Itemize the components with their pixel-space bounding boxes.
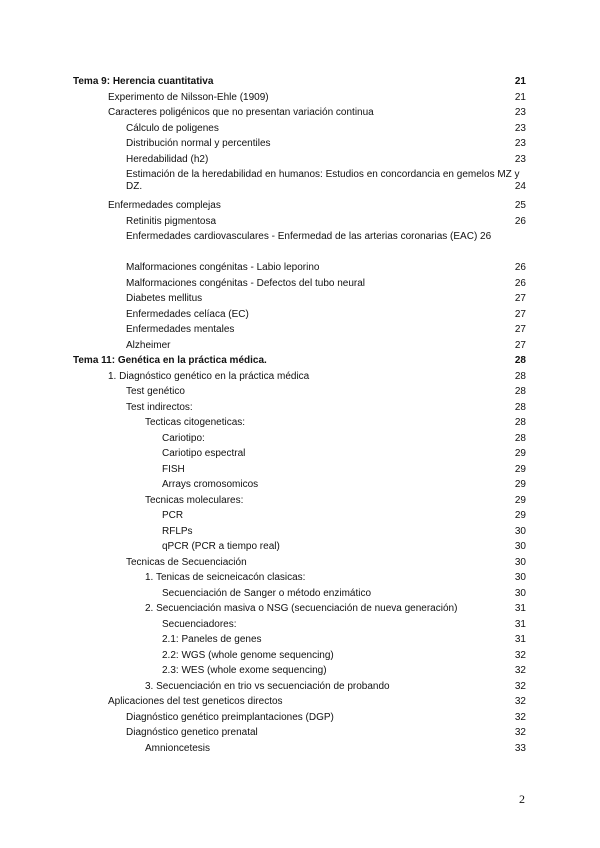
toc-entry-title: PCR	[162, 510, 184, 521]
toc-entry-title: RFLPs	[162, 525, 193, 537]
toc-entry-page: 32	[514, 696, 526, 707]
toc-entry-title: Enfermedades celíaca (EC)	[126, 308, 249, 320]
toc-entry-title: Enfermedades mentales	[126, 324, 235, 335]
toc-entry-title: Test indirectos:	[126, 401, 193, 413]
toc-entry-title: Arrays cromosomicos	[162, 479, 259, 490]
toc-entry-page: 28	[514, 370, 526, 382]
toc-entry-page: 27	[514, 339, 526, 351]
toc-entry-title: Test genético	[126, 386, 185, 397]
toc-entry-title: Tema 11: Genética en la práctica médica.	[73, 355, 267, 366]
toc-entry-page: 26	[514, 215, 526, 227]
toc-entry-page: 28	[514, 417, 526, 428]
toc-entry-title: 2.2: WGS (whole genome sequencing)	[162, 649, 334, 661]
toc-entry-title: Malformaciones congénitas - Labio leporino	[126, 262, 320, 273]
toc-entry-title: Cariotipo:	[162, 432, 205, 444]
page-number: 2	[519, 792, 525, 806]
toc-entry-title: Amnioncetesis	[145, 742, 211, 754]
toc-entry-title: Secuenciación de Sanger o método enzimático	[162, 587, 372, 599]
toc-entry-page: 29	[514, 479, 526, 490]
toc-entry-title: 1. Diagnóstico genético en la práctica médica	[108, 370, 310, 382]
toc-entry-page: 23	[514, 138, 526, 149]
toc-entry-title: Malformaciones congénitas - Defectos del tubo neural	[126, 277, 366, 289]
toc-entry-page: 26	[514, 262, 526, 273]
toc-entry-title: Tecnicas moleculares:	[145, 494, 244, 506]
toc-entry-page: 29	[514, 494, 526, 506]
toc-entry-title: Aplicaciones del test geneticos directos	[108, 696, 283, 707]
toc-entry-page: 24	[514, 181, 526, 192]
toc-entry-page: 30	[514, 572, 526, 583]
toc-entry-title: Alzheimer	[126, 339, 171, 351]
toc-entry-title: FISH	[162, 463, 185, 475]
toc-entry-title: Diagnóstico genético preimplantaciones (DGP)	[126, 711, 334, 723]
toc-entry-title: Enfermedades complejas	[108, 200, 221, 211]
toc-entry-title: Cariotipo espectral	[162, 448, 246, 459]
toc-entry-title: qPCR (PCR a tiempo real)	[162, 541, 280, 552]
toc-entry-page: 30	[514, 541, 526, 552]
toc-entry-page: 28	[514, 355, 526, 366]
toc-entry-page: 32	[514, 665, 526, 676]
toc-entry-page: 32	[514, 711, 526, 723]
toc-entry-page: 30	[514, 525, 526, 537]
toc-entry-title: Tema 9: Herencia cuantitativa	[73, 76, 214, 87]
toc-entry-page: 21	[514, 91, 526, 103]
toc-entry-page: 23	[514, 122, 526, 134]
toc-entry-page: 25	[514, 200, 526, 211]
toc-entry-title: 2.3: WES (whole exome sequencing)	[162, 665, 327, 676]
toc-entry-page: 28	[514, 401, 526, 413]
toc-entry-page: 27	[514, 324, 526, 335]
toc-entry-page: 28	[514, 432, 526, 444]
toc-entry-title: Experimento de Nilsson-Ehle (1909)	[108, 91, 269, 103]
toc-entry-page: 21	[514, 76, 526, 87]
toc-entry-page: 23	[514, 107, 526, 118]
toc-entry-title: 2. Secuenciación masiva o NSG (secuenciación de nueva generación)	[145, 603, 458, 614]
toc-entry-title: 1. Tenicas de seicneicacón clasicas:	[145, 572, 306, 583]
toc-entry-page: 30	[514, 587, 526, 599]
toc-entry-title: Diabetes mellitus	[126, 293, 203, 304]
toc-entry-page: 29	[514, 463, 526, 475]
toc-entry-title: Distribución normal y percentiles	[126, 138, 271, 149]
toc-entry-page: 28	[514, 386, 526, 397]
toc-entry-page: 31	[514, 618, 526, 630]
toc-entry-page: 32	[514, 680, 526, 692]
toc-entry-title: Tecticas citogeneticas:	[145, 417, 246, 428]
toc-entry-title: Enfermedades cardiovasculares - Enfermedad de las arterias coronarias (EAC) 26	[126, 231, 492, 242]
toc-entry-title: Diagnóstico genetico prenatal	[126, 727, 258, 738]
toc-entry-title: Cálculo de poligenes	[126, 122, 219, 134]
toc-entry-page: 26	[514, 277, 526, 289]
toc-entry-page: 27	[514, 293, 526, 304]
toc-entry-title: 3. Secuenciación en trio vs secuenciación de probando	[145, 680, 390, 692]
toc-entry-title: Tecnicas de Secuenciación	[126, 556, 247, 568]
toc-entry-page: 33	[514, 742, 526, 754]
toc-entry-title: 2.1: Paneles de genes	[162, 634, 262, 645]
toc-entry-page: 32	[514, 649, 526, 661]
toc-entry-page: 31	[514, 634, 526, 645]
toc-entry-title: Heredabilidad (h2)	[126, 153, 209, 165]
toc-entry-page: 30	[514, 556, 526, 568]
toc-entry-page: 29	[514, 448, 526, 459]
toc-entry-title: Caracteres poligénicos que no presentan variación continua	[108, 107, 374, 118]
toc-entry-page: 32	[514, 727, 526, 738]
toc-entry-title: Secuenciadores:	[162, 618, 237, 630]
toc-entry-page: 23	[514, 153, 526, 165]
toc-entry-page: 27	[514, 308, 526, 320]
toc-entry-title: Estimación de la heredabilidad en humanos: Estudios en concordancia en gemelos MZ y DZ.	[126, 169, 520, 192]
toc-entry-title: Retinitis pigmentosa	[126, 215, 217, 227]
toc-entry-page: 29	[514, 510, 526, 521]
toc-entry-page: 31	[514, 603, 526, 614]
